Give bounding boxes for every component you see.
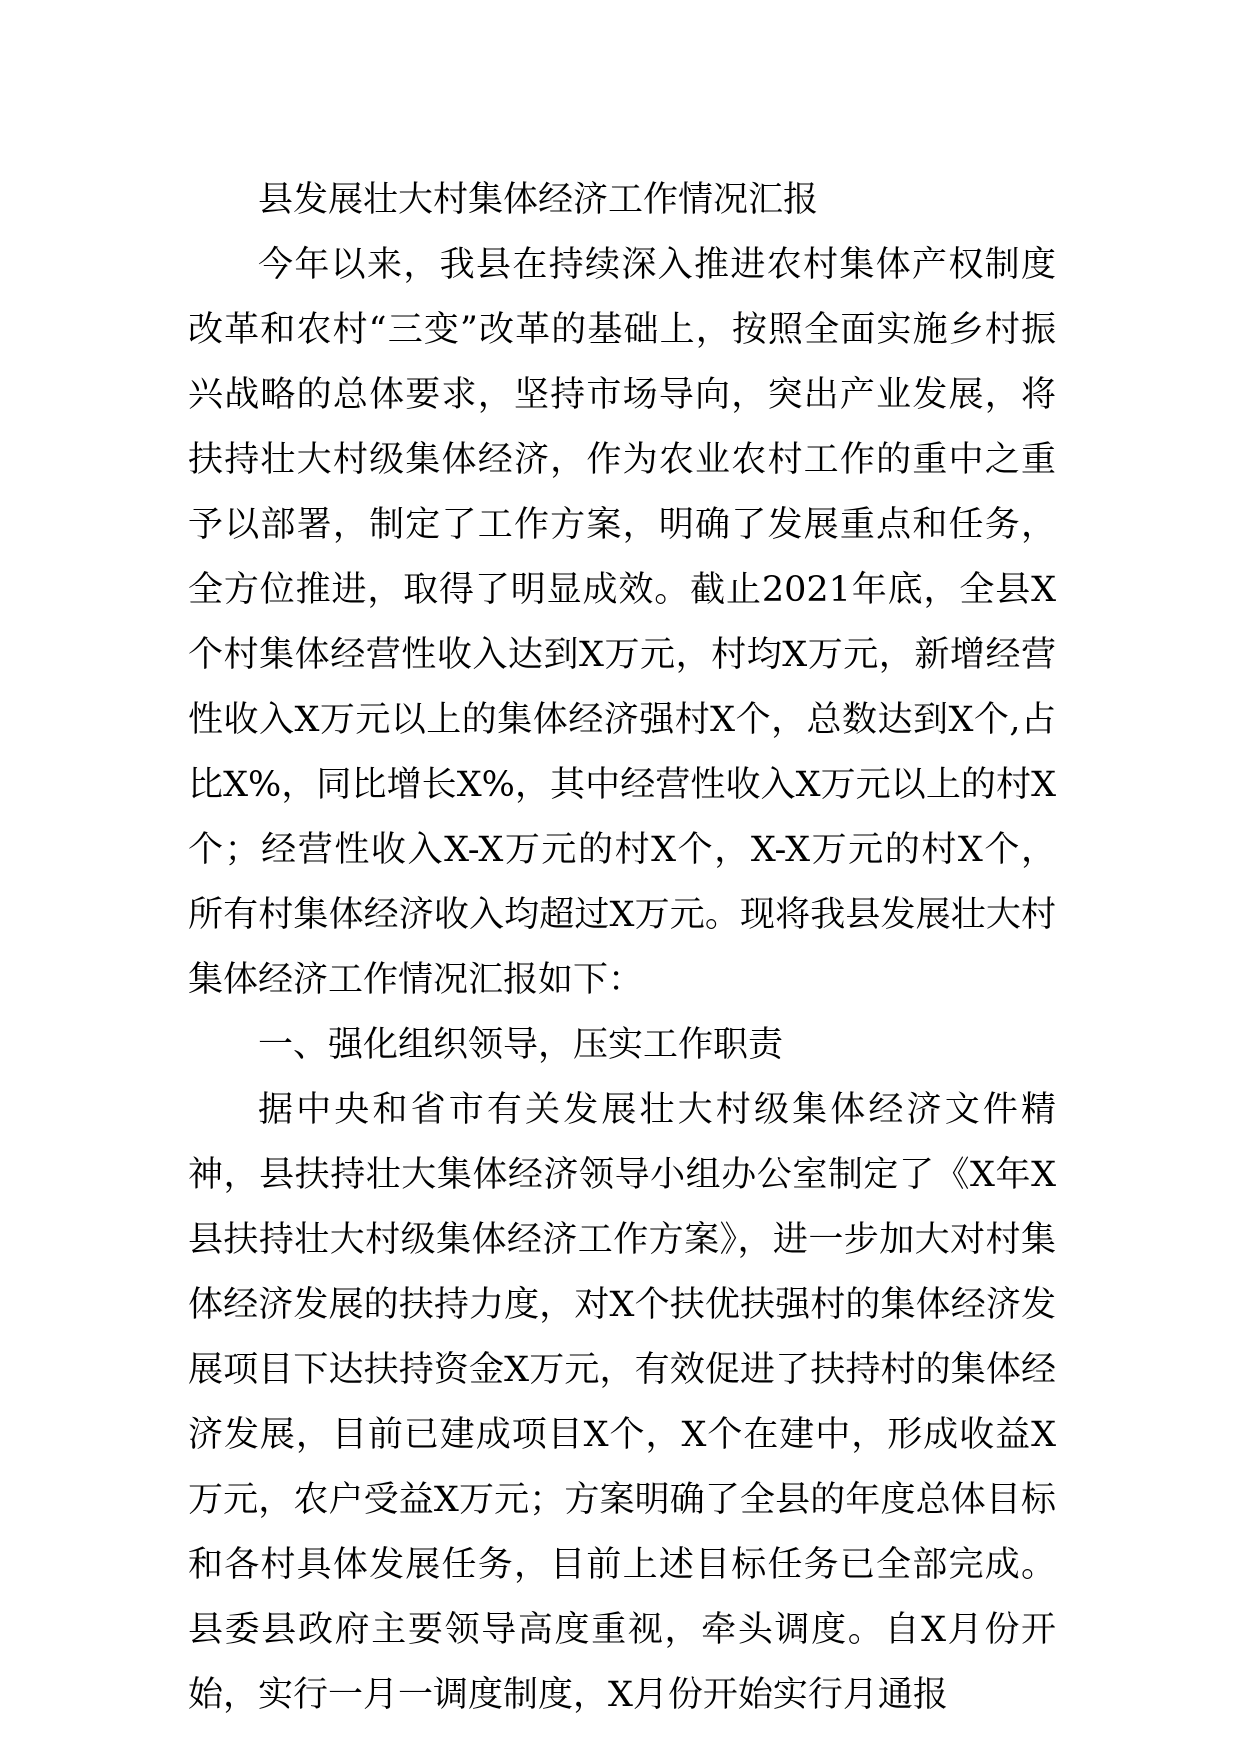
paragraph-section-1: 据中央和省市有关发展壮大村级集体经济文件精神，县扶持壮大集体经济领导小组办公室制定了《X年X县扶持壮大村级集体经济工作方案》，进一步加大对村集体经济发展的扶持力度，对X个扶优扶强村的集体经济发展项目下达扶持资金X万元，有效促进了扶持村的集体经济发展，目前已建成项目X个，X个在建中，形成收益X万元，农户受益X万元；方案明确了全县的年度总体目标和各村具体发展任务，目前上述目标任务已全部完成。县委县政府主要领导高度重视，牵头调度。自X月份开始，实行一月一调度制度，X月份开始实行月通报 <box>188 1090 1056 1715</box>
paragraph-intro: 今年以来，我县在持续深入推进农村集体产权制度改革和农村“三变”改革的基础上，按照全面实施乡村振兴战略的总体要求，坚持市场导向，突出产业发展，将扶持壮大村级集体经济，作为农业农村工作的重中之重予以部署，制定了工作方案，明确了发展重点和任务，全方位推进，取得了明显成效。截止2021年底，全县X个村集体经营性收入达到X万元，村均X万元，新增经营性收入X万元以上的集体经济强村X个，总数达到X个,占比X%，同比增长X%，其中经营性收入X万元以上的村X个；经营性收入X-X万元的村X个，X-X万元的村X个，所有村集体经济收入均超过X万元。现将我县发展壮大村集体经济工作情况汇报如下： <box>188 245 1056 1000</box>
document-title: 县发展壮大村集体经济工作情况汇报 <box>258 180 819 220</box>
section-heading-1: 一、强化组织领导，压实工作职责 <box>258 1025 784 1065</box>
document-body <box>188 168 1056 1728</box>
